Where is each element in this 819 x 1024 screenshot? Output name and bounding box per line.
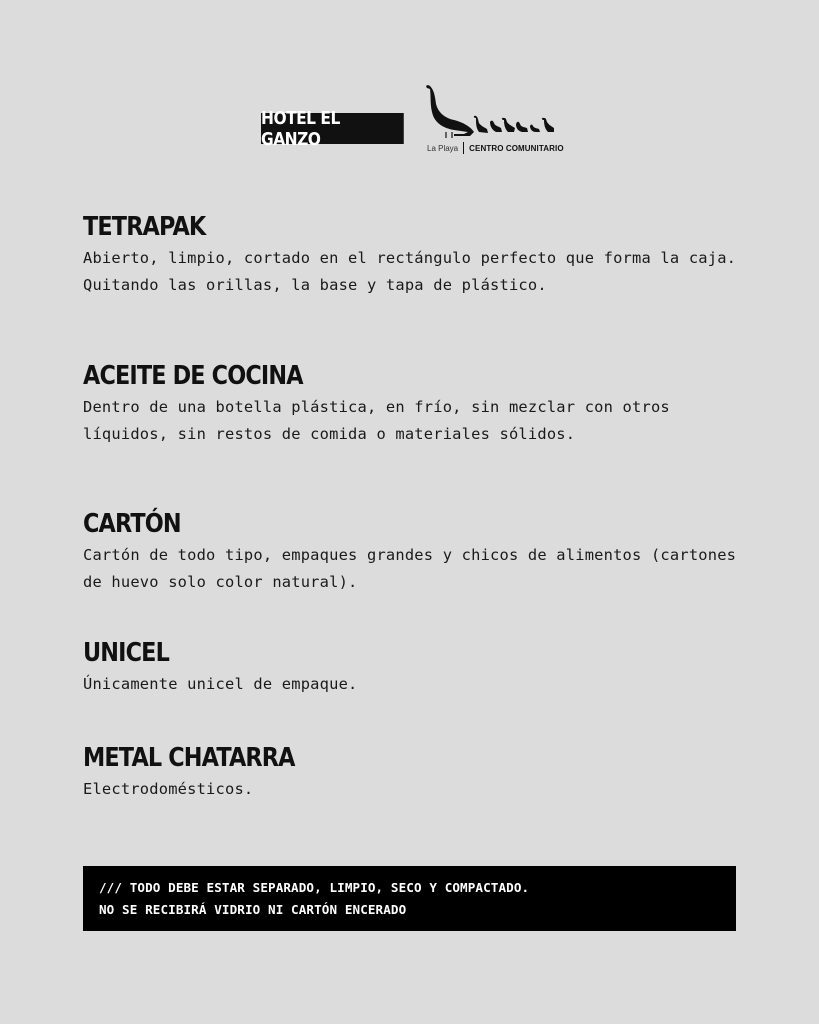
section-title: UNICEL: [83, 638, 169, 668]
logo-place-label: La Playa: [427, 143, 459, 153]
section-unicel: [83, 639, 763, 698]
geese-logo-icon: [424, 82, 556, 140]
section-title: ACEITE DE COCINA: [83, 361, 303, 391]
section-tetrapak: [83, 213, 763, 299]
logo-center-label: CENTRO COMUNITARIO: [469, 143, 564, 153]
footer-line-2: NO SE RECIBIRÁ VIDRIO NI CARTÓN ENCERADO: [99, 902, 407, 917]
section-title: TETRAPAK: [83, 212, 206, 242]
footer-line-1: /// TODO DEBE ESTAR SEPARADO, LIMPIO, SECO Y COMPACTADO.: [99, 880, 530, 895]
logo-subtitle: [427, 142, 564, 154]
section-description: Dentro de una botella plástica, en frío, sin mezclar con otros líquidos, sin restos de comida o materiales sólidos.: [83, 398, 670, 443]
section-title: CARTÓN: [83, 509, 181, 539]
footer-notice: [83, 866, 736, 931]
section-description: Cartón de todo tipo, empaques grandes y chicos de alimentos (cartones de huevo solo color natural).: [83, 546, 737, 591]
section-metal-chatarra: [83, 744, 763, 803]
hotel-name-badge: HOTEL EL GANZO: [261, 113, 404, 144]
section-description: Abierto, limpio, cortado en el rectángulo perfecto que forma la caja. Quitando las orillas, la base y tapa de plástico.: [83, 249, 737, 294]
section-carton: [83, 510, 763, 596]
section-aceite-de-cocina: [83, 362, 763, 448]
section-description: Electrodomésticos.: [83, 780, 254, 798]
section-description: Únicamente unicel de empaque.: [83, 675, 358, 693]
logo-divider: [463, 142, 464, 154]
section-title: METAL CHATARRA: [83, 743, 295, 773]
header: [0, 0, 819, 170]
